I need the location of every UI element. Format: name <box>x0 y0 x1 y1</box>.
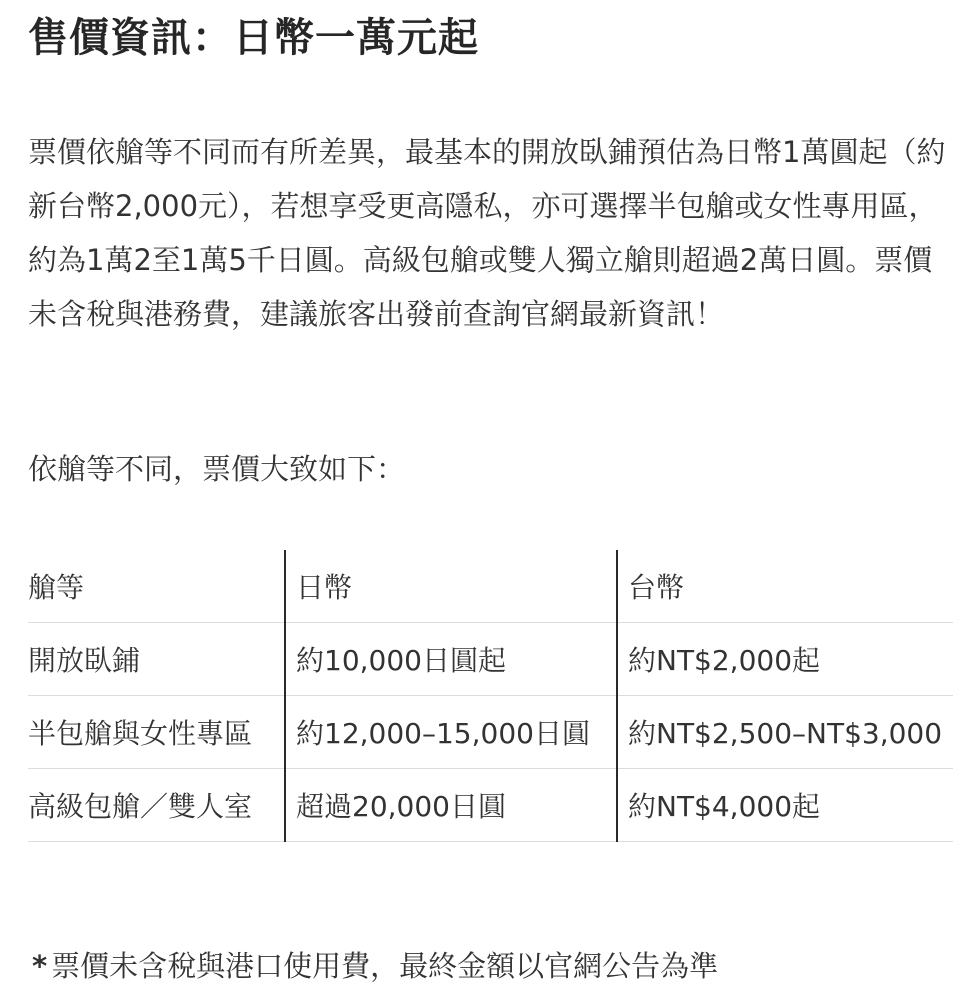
price-table-wrapper <box>28 550 953 842</box>
cell-twd: 約NT$4,000起 <box>617 769 953 842</box>
footnote-text: 票價未含稅與港口使用費，最終金額以官網公告為準 <box>51 949 719 983</box>
header-cabin-class: 艙等 <box>28 550 285 623</box>
footnote <box>32 944 718 985</box>
price-description-paragraph: 票價依艙等不同而有所差異，最基本的開放臥鋪預估為日幣1萬圓起（約新台幣2,000元），若想享受更高隱私，亦可選擇半包艙或女性專用區，約為1萬2至1萬5千日圓。高級包艙或雙人獨立艙則超過2萬日圓。票價未含稅與港務費，建議旅客出發前查詢官網最新資訊！ <box>28 135 946 331</box>
table-row <box>28 769 953 842</box>
footnote-marker: * <box>32 949 48 983</box>
table-row <box>28 623 953 696</box>
header-twd: 台幣 <box>617 550 953 623</box>
cell-cabin-class: 高級包艙／雙人室 <box>28 769 285 842</box>
price-table <box>28 550 953 842</box>
cell-jpy: 約12,000–15,000日圓 <box>285 696 617 769</box>
cell-jpy: 超過20,000日圓 <box>285 769 617 842</box>
section-heading: 售價資訊：日幣一萬元起 <box>28 15 479 61</box>
cell-twd: 約NT$2,500–NT$3,000 <box>617 696 953 769</box>
cell-twd: 約NT$2,000起 <box>617 623 953 696</box>
cell-cabin-class: 開放臥鋪 <box>28 623 285 696</box>
table-header-row <box>28 550 953 623</box>
header-jpy: 日幣 <box>285 550 617 623</box>
table-row <box>28 696 953 769</box>
cell-cabin-class: 半包艙與女性專區 <box>28 696 285 769</box>
table-intro: 依艙等不同，票價大致如下： <box>28 452 406 486</box>
cell-jpy: 約10,000日圓起 <box>285 623 617 696</box>
